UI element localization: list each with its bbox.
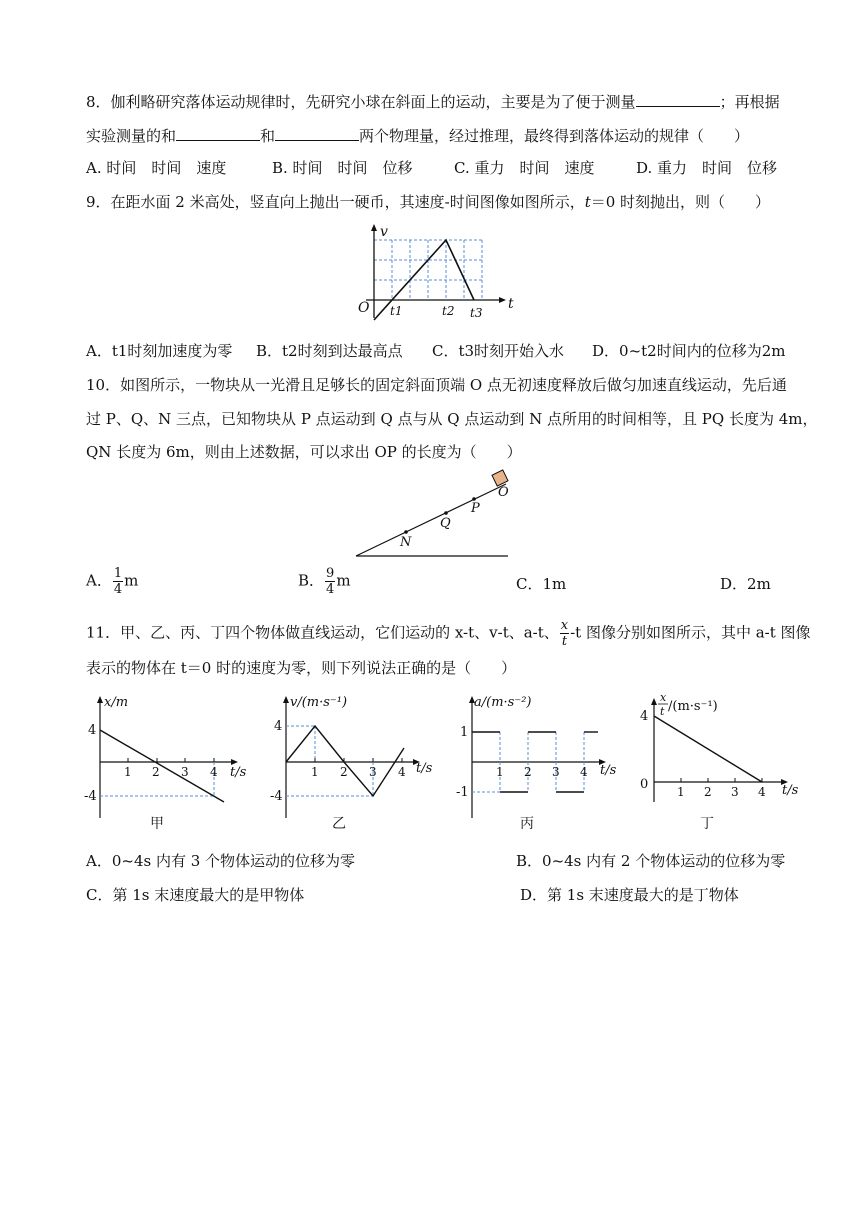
bing-x-tick-2: 2 [524, 765, 532, 779]
jia-y-label: x/m [104, 695, 129, 710]
q10-slope [356, 484, 506, 556]
q11-graph-bing [452, 690, 632, 834]
jia-x-tick-2: 2 [152, 765, 160, 779]
q11-stem-frac-den: t [561, 634, 568, 649]
q10-option-d [720, 574, 771, 594]
q9-y-arrow [371, 224, 377, 231]
jia-line [100, 730, 224, 802]
q11-option-b: B．0~4s 内有 2 个物体运动的位移为零 [516, 852, 786, 870]
ding-y-arrow [651, 698, 657, 705]
q10-option-d-text: 2m [747, 575, 771, 593]
jia-x-tick-1: 1 [124, 765, 132, 779]
jia-y-arrow [97, 696, 103, 703]
yi-y-tick-neg4: -4 [270, 789, 283, 804]
q9-option-d: D．0~t2时间内的位移为2m [592, 342, 786, 360]
yi-line [286, 726, 404, 796]
q10-option-a-label: A． [86, 571, 112, 590]
jia-x-label: t/s [230, 765, 247, 780]
q8-option-d: D. 重力 时间 位移 [636, 159, 778, 177]
q9-vt-graph [352, 222, 522, 324]
jia-y-tick-4: 4 [88, 723, 97, 738]
jia-y-tick-neg4: -4 [84, 789, 97, 804]
q9-tick-t3: t3 [470, 306, 483, 320]
q8-blank-3 [275, 124, 359, 141]
ding-caption: 丁 [700, 816, 714, 832]
q9-origin-label: O [358, 300, 370, 316]
q11-line2: 表示的物体在 t＝0 时的速度为零，则下列说法正确的是（ ） [86, 659, 517, 677]
q10-label-q: Q [440, 516, 451, 531]
q11-stem-fraction [560, 618, 569, 649]
q11-line1 [86, 618, 811, 649]
bing-x-label: t/s [600, 763, 617, 778]
q10-option-c [516, 574, 566, 594]
bing-x-tick-4: 4 [580, 765, 588, 779]
q10-option-b-num: 9 [326, 566, 335, 581]
q11-option-c: C．第 1s 末速度最大的是甲物体 [86, 886, 305, 904]
q9-tick-t2: t2 [442, 304, 455, 318]
q9-option-c: C．t3时刻开始入水 [432, 342, 565, 360]
q8-stem-c: 实验测量的和 [86, 127, 177, 145]
q9-stem-b: ＝0 时刻抛出，则（ ） [590, 193, 771, 211]
ding-x-tick-3: 3 [731, 785, 739, 799]
q8-option-c: C. 重力 时间 速度 [454, 159, 595, 177]
q10-incline-figure [348, 466, 528, 562]
yi-x-tick-2: 2 [340, 765, 348, 779]
q8-blank-2 [176, 124, 260, 141]
q10-line2: 过 P、Q、N 三点，已知物块从 P 点运动到 Q 点与从 Q 点运动到 N 点所用的时间相等，且 PQ 长度为 4m， [86, 410, 818, 428]
ding-y-label-unit: /(m·s⁻¹) [668, 699, 718, 714]
q8-option-a: A. 时间 时间 速度 [86, 159, 227, 177]
q9-x-label: t [508, 296, 514, 312]
yi-x-tick-1: 1 [311, 765, 319, 779]
q10-option-b-fraction [325, 566, 335, 597]
q10-option-a-den: 4 [113, 582, 123, 597]
q8-stem-b: ；再根据 [719, 93, 780, 111]
q10-option-c-label: C． [516, 575, 543, 593]
q10-option-b-den: 4 [326, 582, 335, 597]
q10-option-a-num: 1 [113, 566, 123, 581]
q10-point-q [444, 511, 448, 515]
q10-option-b-label: B． [298, 571, 325, 590]
q10-label-o: O [498, 485, 509, 500]
yi-x-label: t/s [416, 761, 433, 776]
bing-y-tick-neg1: -1 [456, 785, 469, 800]
q11-option-a: A．0~4s 内有 3 个物体运动的位移为零 [86, 852, 356, 870]
ding-y-label-den: t [660, 705, 665, 718]
q10-label-p: P [471, 501, 480, 516]
ding-x-tick-4: 4 [758, 785, 766, 799]
yi-caption: 乙 [332, 816, 346, 832]
q11-option-d: D．第 1s 末速度最大的是丁物体 [520, 886, 739, 904]
jia-x-tick-3: 3 [181, 765, 189, 779]
q10-point-n [404, 530, 408, 534]
q11-graph-yi [268, 690, 448, 834]
q9-option-a: A．t1时刻加速度为零 [86, 342, 233, 360]
q10-option-b-unit: m [336, 571, 351, 590]
ding-y-label-num: x [660, 691, 667, 704]
q9-stem-a: 9．在距水面 2 米高处，竖直向上抛出一硬币，其速度-时间图像如图所示， [86, 193, 585, 211]
bing-y-tick-1: 1 [460, 725, 469, 740]
q10-label-n: N [400, 535, 412, 550]
q8-line1 [86, 90, 780, 112]
yi-x-tick-3: 3 [369, 765, 377, 779]
q10-option-a-unit: m [124, 571, 139, 590]
q9-grid [374, 240, 482, 300]
yi-y-arrow [283, 696, 289, 703]
bing-y-label: a/(m·s⁻²) [474, 695, 532, 710]
q8-blank-1 [636, 90, 720, 107]
ding-y-tick-0: 0 [640, 777, 649, 792]
q10-option-c-text: 1m [542, 575, 567, 593]
q9-y-label: v [380, 224, 388, 240]
q11-graph-jia [84, 690, 264, 834]
ding-x-tick-2: 2 [704, 785, 712, 799]
q9-x-arrow [499, 297, 506, 303]
q10-line3: QN 长度为 6m，则由上述数据，可以求出 OP 的长度为（ ） [86, 443, 522, 461]
q11-stem-frac-num: x [560, 618, 569, 633]
jia-x-tick-4: 4 [210, 765, 218, 779]
q11-graph-ding [634, 690, 814, 834]
ding-line [654, 716, 762, 782]
q8-option-b: B. 时间 时间 位移 [272, 159, 413, 177]
q8-stem-a: 8．伽利略研究落体运动规律时，先研究小球在斜面上的运动，主要是为了便于测量 [86, 93, 636, 111]
q8-stem-e: 两个物理量，经过推理，最终得到落体运动的规律（ ） [359, 127, 750, 145]
q9-tick-t1: t1 [390, 304, 403, 318]
q8-line2 [86, 124, 749, 146]
bing-x-tick-3: 3 [552, 765, 560, 779]
q10-line1: 10．如图所示，一物块从一光滑且足够长的固定斜面顶端 O 点无初速度释放后做匀加速直线运动，先后通 [86, 376, 787, 394]
q10-option-a [86, 566, 138, 597]
bing-caption: 丙 [520, 816, 534, 832]
q10-option-d-label: D． [720, 575, 748, 593]
yi-y-tick-4: 4 [274, 719, 283, 734]
q11-stem-a: 11．甲、乙、丙、丁四个物体做直线运动，它们运动的 x-t、v-t、a-t、 [86, 623, 559, 642]
yi-x-tick-4: 4 [398, 765, 406, 779]
q10-option-b [298, 566, 351, 597]
q9-stem [86, 192, 770, 212]
q9-option-b: B．t2时刻到达最高点 [256, 342, 403, 360]
q9-stem-t: t [584, 193, 591, 211]
q8-stem-d: 和 [260, 127, 276, 145]
bing-x-tick-1: 1 [496, 765, 504, 779]
ding-x-label: t/s [782, 783, 799, 798]
ding-y-tick-4: 4 [640, 709, 649, 724]
q10-option-a-fraction [113, 566, 123, 597]
jia-caption: 甲 [150, 816, 164, 832]
yi-y-label: v/(m·s⁻¹) [290, 695, 348, 710]
ding-x-tick-1: 1 [677, 785, 685, 799]
q11-stem-b: -t 图像分别如图所示，其中 a-t 图像 [570, 623, 811, 642]
